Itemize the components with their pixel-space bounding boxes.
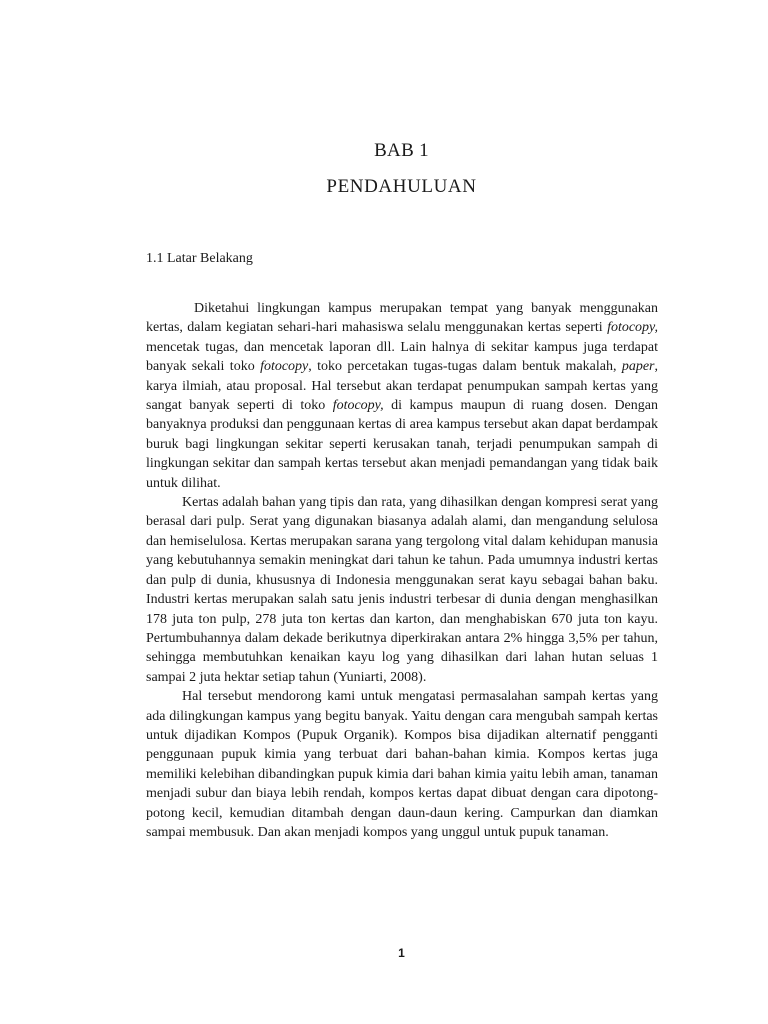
paragraph-2: Kertas adalah bahan yang tipis dan rata, yang dihasilkan dengan kompresi serat yang berasal dari pulp. Serat yang digunakan biasanya adalah alami, dan mengandung selulosa dan hemiselulosa. Kertas merupakan sarana yang tergolong vital dalam kehidupan manusia yang kebutuhannya semakin meningkat dari tahun ke tahun. Pada umumnya industri kertas dan pulp di dunia, khususnya di Indonesia menggunakan serat kayu sebagai bahan baku. Industri kertas merupakan salah satu jenis industri terbesar di dunia dengan menghasilkan 178 juta ton pulp, 278 juta ton kertas dan karton, dan menghabiskan 670 juta ton kayu. Pertumbuhannya dalam dekade berikutnya diperkirakan antara 2% hingga 3,5% per tahun, sehingga membutuhkan kenaikan kayu log yang dihasilkan dari lahan hutan seluas 1 sampai 2 juta hektar setiap tahun (Yuniarti, 2008).: [146, 495, 658, 685]
italic-term-fotocopy: fotocopy,: [607, 320, 658, 336]
chapter-number: BAB 1: [374, 140, 429, 161]
paragraph-1-text-4: , karya ilmiah, atau proposal. Hal tersebut akan terdapat penumpukan sampah kertas yang sangat banyak seperti di toko: [146, 359, 658, 414]
chapter-title: PENDAHULUAN: [326, 176, 477, 197]
paragraph-1-text-2: mencetak tugas, dan mencetak laporan dll. Lain halnya di sekitar kampus juga terdapat banyak sekali toko: [146, 339, 658, 375]
italic-term-paper: paper: [621, 359, 655, 375]
paragraph-1-text-3: , toko percetakan tugas-tugas dalam bentuk makalah,: [308, 359, 622, 375]
paragraph-1-text-5: di kampus maupun di ruang dosen. Dengan banyaknya produksi dan penggunaan kertas di area kampus tersebut akan dapat berdampak buruk bagi lingkungan sekitar seperti kerusakan tanah, terjadi penumpukan sampah di lingkungan sekitar dan sampah kertas tersebut akan menjadi pemandangan yang tidak baik untuk dilihat.: [146, 398, 658, 491]
italic-term-fotocopy: fotocopy,: [332, 398, 384, 414]
paragraph-3: Hal tersebut mendorong kami untuk mengatasi permasalahan sampah kertas yang ada dilingkungan kampus yang begitu banyak. Yaitu dengan cara mengubah sampah kertas untuk dijadikan Kompos (Pupuk Organik). Kompos bisa dijadikan alternatif pengganti penggunaan pupuk kimia yang terbuat dari bahan-bahan kimia. Kompos kertas juga memiliki kelebihan dibandingkan pupuk kimia dari bahan kimia yaitu lebih aman, tanaman menjadi subur dan biaya lebih rendah, kompos kertas dapat dibuat dengan cara dipotong-potong kecil, kemudian ditambah dengan daun-daun kering. Campurkan dan diamkan sampai membusuk. Dan akan menjadi kompos yang unggul untuk pupuk tanaman.: [146, 689, 658, 840]
body-text: [146, 299, 658, 842]
paragraph-1: [146, 299, 658, 493]
italic-term-fotocopy: fotocopy: [260, 359, 309, 375]
section-heading: 1.1 Latar Belakang: [146, 251, 253, 266]
paragraph-1-text-1: Diketahui lingkungan kampus merupakan tempat yang banyak menggunakan kertas, dalam kegiatan sehari-hari mahasiswa selalu menggunakan kertas seperti: [146, 301, 658, 336]
page-number: 1: [398, 946, 405, 960]
